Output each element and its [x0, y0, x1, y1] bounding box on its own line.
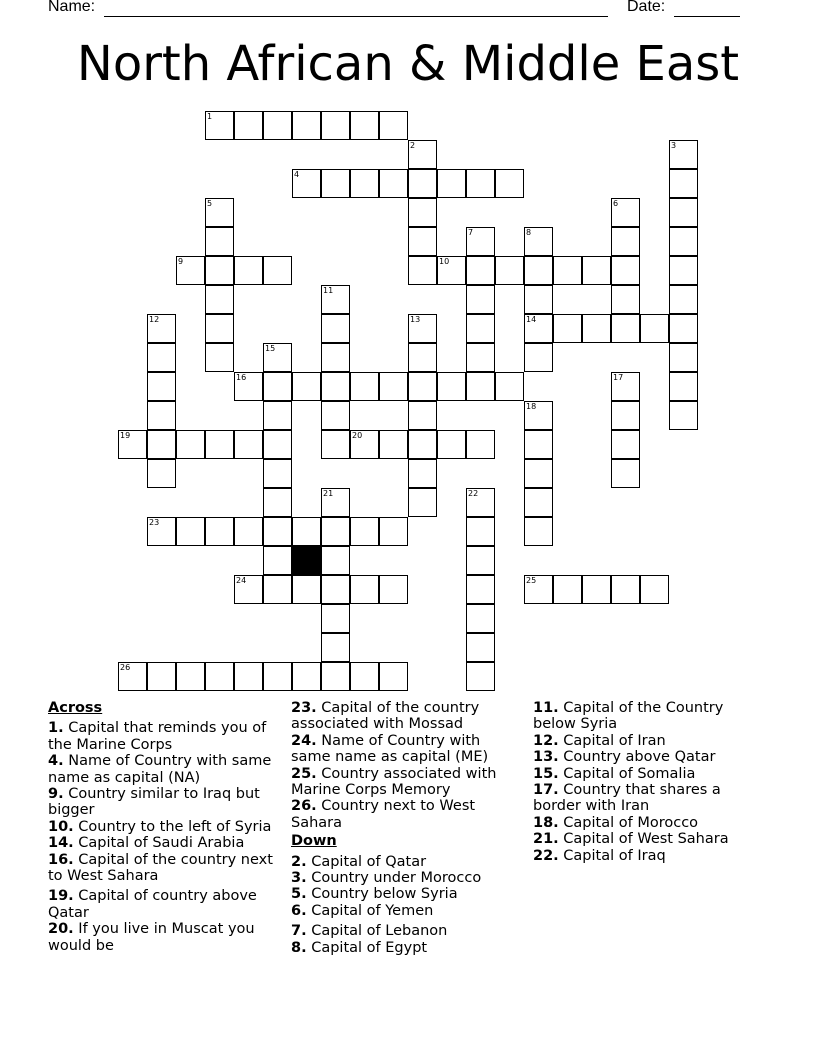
- grid-cell[interactable]: [466, 169, 495, 198]
- grid-cell[interactable]: [263, 575, 292, 604]
- grid-cell[interactable]: [379, 575, 408, 604]
- grid-cell[interactable]: [669, 256, 698, 285]
- clue-number-label: 3: [671, 141, 677, 150]
- grid-cell[interactable]: [321, 517, 350, 546]
- grid-cell[interactable]: [408, 169, 437, 198]
- grid-cell-3[interactable]: [669, 140, 698, 169]
- grid-cell[interactable]: [205, 662, 234, 691]
- grid-cell[interactable]: [611, 314, 640, 343]
- clue-number-label: 8: [526, 228, 532, 237]
- clue-down-13: 13. Country above Qatar: [533, 749, 716, 766]
- grid-cell[interactable]: [466, 430, 495, 459]
- grid-cell[interactable]: [263, 256, 292, 285]
- grid-cell[interactable]: [466, 575, 495, 604]
- clue-down-22: 22. Capital of Iraq: [533, 847, 666, 864]
- grid-cell-5[interactable]: [205, 198, 234, 227]
- grid-cell-24[interactable]: [234, 575, 263, 604]
- grid-cell[interactable]: [408, 198, 437, 227]
- clue-across-16: 16. Capital of the country next to West Sahara: [48, 851, 273, 885]
- clue-number-label: 1: [207, 112, 213, 121]
- grid-cell[interactable]: [669, 285, 698, 314]
- clue-number-label: 19: [120, 431, 131, 440]
- grid-cell[interactable]: [205, 227, 234, 256]
- name-label: Name:: [48, 0, 96, 15]
- page-title: North African & Middle East: [76, 36, 740, 92]
- grid-cell[interactable]: [147, 430, 176, 459]
- grid-cell-7[interactable]: [466, 227, 495, 256]
- grid-cell[interactable]: [350, 111, 379, 140]
- grid-cell-14[interactable]: [524, 314, 553, 343]
- clue-down-2: 2. Capital of Qatar: [291, 853, 427, 870]
- grid-cell[interactable]: [466, 343, 495, 372]
- grid-cell-6[interactable]: [611, 198, 640, 227]
- grid-cell[interactable]: [379, 372, 408, 401]
- grid-cell[interactable]: [321, 343, 350, 372]
- grid-cell[interactable]: [176, 430, 205, 459]
- grid-cell[interactable]: [205, 517, 234, 546]
- grid-cell[interactable]: [234, 256, 263, 285]
- grid-cell[interactable]: [582, 575, 611, 604]
- grid-cell[interactable]: [263, 401, 292, 430]
- grid-cell[interactable]: [669, 227, 698, 256]
- clue-column-2: [291, 700, 515, 956]
- clue-number-label: 17: [613, 373, 624, 382]
- grid-cell[interactable]: [350, 169, 379, 198]
- grid-cell[interactable]: [292, 575, 321, 604]
- clue-across-10: 10. Country to the left of Syria: [48, 818, 272, 835]
- clue-number-label: 20: [352, 431, 363, 440]
- grid-cell[interactable]: [321, 662, 350, 691]
- clue-number-label: 10: [439, 257, 450, 266]
- grid-cell[interactable]: [147, 343, 176, 372]
- grid-cell[interactable]: [669, 198, 698, 227]
- grid-cell-15[interactable]: [263, 343, 292, 372]
- grid-cell[interactable]: [147, 662, 176, 691]
- clue-number-label: 22: [468, 489, 479, 498]
- grid-cell[interactable]: [147, 372, 176, 401]
- clue-down-15: 15. Capital of Somalia: [533, 765, 696, 782]
- grid-cell[interactable]: [321, 372, 350, 401]
- grid-cell-9[interactable]: [176, 256, 205, 285]
- clue-down-21: 21. Capital of West Sahara: [533, 831, 729, 848]
- down-heading: Down: [291, 833, 337, 850]
- grid-cell[interactable]: [669, 401, 698, 430]
- grid-cell[interactable]: [321, 314, 350, 343]
- clue-across-26: 26. Country next to West Sahara: [291, 798, 476, 831]
- clue-number-label: 21: [323, 489, 334, 498]
- clue-number-label: 12: [149, 315, 160, 324]
- grid-cell[interactable]: [640, 575, 669, 604]
- clue-number-label: 2: [410, 141, 416, 150]
- grid-cell[interactable]: [466, 604, 495, 633]
- clue-number-label: 7: [468, 228, 474, 237]
- clue-across-14: 14. Capital of Saudi Arabia: [48, 835, 245, 852]
- grid-cell[interactable]: [408, 256, 437, 285]
- clue-number-label: 16: [236, 373, 247, 382]
- clue-column-1: [48, 700, 284, 954]
- clue-number-label: 18: [526, 402, 537, 411]
- clue-number-label: 23: [149, 518, 160, 527]
- grid-cell[interactable]: [408, 372, 437, 401]
- clue-across-23: 23. Capital of the country associated with Mossad: [291, 700, 480, 733]
- grid-cell[interactable]: [524, 256, 553, 285]
- grid-cell-18[interactable]: [524, 401, 553, 430]
- black-square: [292, 546, 321, 575]
- grid-cell[interactable]: [321, 430, 350, 459]
- grid-cell[interactable]: [524, 343, 553, 372]
- grid-cell[interactable]: [466, 633, 495, 662]
- clue-down-11: 11. Capital of the Country below Syria: [533, 700, 724, 733]
- clue-across-25: 25. Country associated with Marine Corps Memory: [291, 765, 497, 799]
- grid-cell-11[interactable]: [321, 285, 350, 314]
- grid-cell[interactable]: [292, 111, 321, 140]
- grid-cell[interactable]: [611, 459, 640, 488]
- grid-cell[interactable]: [669, 343, 698, 372]
- grid-cell[interactable]: [263, 111, 292, 140]
- grid-cell[interactable]: [292, 517, 321, 546]
- grid-cell[interactable]: [263, 488, 292, 517]
- clue-number-label: 4: [294, 170, 300, 179]
- clue-number-label: 24: [236, 576, 247, 585]
- grid-cell[interactable]: [669, 372, 698, 401]
- grid-cell[interactable]: [379, 111, 408, 140]
- clue-across-20: 20. If you live in Muscat you would be: [48, 921, 255, 954]
- grid-cell[interactable]: [379, 517, 408, 546]
- clue-across-19: 19. Capital of country above Qatar: [48, 888, 257, 921]
- grid-cell[interactable]: [292, 372, 321, 401]
- grid-cell[interactable]: [350, 372, 379, 401]
- clue-across-9: 9. Country similar to Iraq but bigger: [48, 786, 260, 819]
- grid-cell[interactable]: [524, 430, 553, 459]
- grid-cell[interactable]: [611, 227, 640, 256]
- grid-cell[interactable]: [205, 430, 234, 459]
- grid-cell[interactable]: [263, 546, 292, 575]
- grid-cell-19[interactable]: [118, 430, 147, 459]
- grid-cell[interactable]: [466, 285, 495, 314]
- clue-down-5: 5. Country below Syria: [291, 886, 458, 903]
- grid-cell[interactable]: [263, 430, 292, 459]
- grid-cell-21[interactable]: [321, 488, 350, 517]
- grid-cell[interactable]: [437, 372, 466, 401]
- grid-cell[interactable]: [321, 575, 350, 604]
- grid-cell[interactable]: [553, 314, 582, 343]
- grid-cell[interactable]: [379, 169, 408, 198]
- clue-down-17: 17. Country that shares a border with Iran: [533, 782, 721, 815]
- grid-cell-25[interactable]: [524, 575, 553, 604]
- clue-down-6: 6. Capital of Yemen: [291, 902, 434, 919]
- grid-cell[interactable]: [234, 517, 263, 546]
- grid-cell[interactable]: [205, 343, 234, 372]
- grid-cell-8[interactable]: [524, 227, 553, 256]
- grid-cell[interactable]: [437, 430, 466, 459]
- clue-down-8: 8. Capital of Egypt: [291, 939, 428, 956]
- grid-cell[interactable]: [321, 111, 350, 140]
- grid-cell[interactable]: [350, 517, 379, 546]
- grid-cell[interactable]: [263, 517, 292, 546]
- grid-cell-10[interactable]: [437, 256, 466, 285]
- grid-cell[interactable]: [321, 401, 350, 430]
- grid-cell[interactable]: [234, 111, 263, 140]
- grid-cell[interactable]: [524, 517, 553, 546]
- grid-cell[interactable]: [408, 459, 437, 488]
- grid-cell[interactable]: [611, 575, 640, 604]
- grid-cell[interactable]: [408, 488, 437, 517]
- grid-cell-16[interactable]: [234, 372, 263, 401]
- grid-cell[interactable]: [350, 662, 379, 691]
- grid-cell[interactable]: [321, 546, 350, 575]
- grid-cell[interactable]: [495, 169, 524, 198]
- grid-cell[interactable]: [669, 169, 698, 198]
- grid-cell[interactable]: [553, 256, 582, 285]
- grid-cell[interactable]: [176, 517, 205, 546]
- grid-cell[interactable]: [234, 662, 263, 691]
- grid-cell[interactable]: [147, 459, 176, 488]
- clue-number-label: 11: [323, 286, 334, 295]
- grid-cell[interactable]: [176, 662, 205, 691]
- date-label: Date:: [627, 0, 666, 15]
- grid-cell[interactable]: [263, 372, 292, 401]
- grid-cell[interactable]: [408, 227, 437, 256]
- grid-cell[interactable]: [669, 314, 698, 343]
- grid-cell[interactable]: [611, 285, 640, 314]
- grid-cell[interactable]: [524, 459, 553, 488]
- clue-number-label: 14: [526, 315, 537, 324]
- grid-cell[interactable]: [611, 401, 640, 430]
- grid-cell-22[interactable]: [466, 488, 495, 517]
- clue-number-label: 15: [265, 344, 276, 353]
- grid-cell-17[interactable]: [611, 372, 640, 401]
- clue-column-3: [533, 700, 753, 864]
- clue-number-label: 6: [613, 199, 619, 208]
- grid-cell[interactable]: [263, 459, 292, 488]
- clue-across-4: 4. Name of Country with same name as capital (NA): [48, 753, 272, 786]
- grid-cell[interactable]: [466, 662, 495, 691]
- grid-cell[interactable]: [553, 575, 582, 604]
- grid-cell[interactable]: [408, 430, 437, 459]
- clue-down-3: 3. Country under Morocco: [291, 870, 482, 887]
- grid-cell[interactable]: [524, 285, 553, 314]
- clue-number-label: 5: [207, 199, 213, 208]
- grid-cell[interactable]: [408, 401, 437, 430]
- clue-across-24: 24. Name of Country with same name as capital (ME): [291, 732, 489, 766]
- grid-cell[interactable]: [524, 488, 553, 517]
- grid-cell[interactable]: [234, 430, 263, 459]
- grid-cell[interactable]: [147, 401, 176, 430]
- grid-cell-4[interactable]: [292, 169, 321, 198]
- grid-cell[interactable]: [321, 633, 350, 662]
- grid-cell[interactable]: [466, 314, 495, 343]
- clue-across-1: 1. Capital that reminds you of the Marine Corps: [48, 720, 267, 753]
- grid-cell[interactable]: [582, 256, 611, 285]
- grid-cell[interactable]: [466, 546, 495, 575]
- grid-cell[interactable]: [495, 256, 524, 285]
- grid-cell[interactable]: [205, 314, 234, 343]
- grid-cell[interactable]: [379, 430, 408, 459]
- grid-cell[interactable]: [408, 343, 437, 372]
- across-heading: Across: [48, 700, 103, 716]
- grid-cell[interactable]: [640, 314, 669, 343]
- grid-cell[interactable]: [466, 256, 495, 285]
- grid-cell-26[interactable]: [118, 662, 147, 691]
- grid-cell[interactable]: [321, 604, 350, 633]
- clue-down-7: 7. Capital of Lebanon: [291, 923, 448, 940]
- clue-number-label: 9: [178, 257, 184, 266]
- grid-cell-13[interactable]: [408, 314, 437, 343]
- grid-cell[interactable]: [350, 575, 379, 604]
- grid-cell-2[interactable]: [408, 140, 437, 169]
- grid-cell[interactable]: [466, 372, 495, 401]
- grid-cell[interactable]: [611, 430, 640, 459]
- grid-cell[interactable]: [205, 285, 234, 314]
- grid-cell[interactable]: [437, 169, 466, 198]
- grid-cell[interactable]: [292, 662, 321, 691]
- grid-cell-1[interactable]: [205, 111, 234, 140]
- grid-cell[interactable]: [611, 256, 640, 285]
- clue-number-label: 13: [410, 315, 421, 324]
- clue-down-18: 18. Capital of Morocco: [533, 814, 699, 831]
- clue-number-label: 25: [526, 576, 537, 585]
- grid-cell[interactable]: [495, 372, 524, 401]
- grid-cell[interactable]: [466, 517, 495, 546]
- clue-number-label: 26: [120, 663, 131, 672]
- grid-cell[interactable]: [263, 662, 292, 691]
- grid-cell[interactable]: [379, 662, 408, 691]
- clue-down-12: 12. Capital of Iran: [533, 732, 666, 749]
- grid-cell[interactable]: [321, 169, 350, 198]
- grid-cell-12[interactable]: [147, 314, 176, 343]
- grid-cell-20[interactable]: [350, 430, 379, 459]
- grid-cell-23[interactable]: [147, 517, 176, 546]
- grid-cell[interactable]: [205, 256, 234, 285]
- grid-cell[interactable]: [582, 314, 611, 343]
